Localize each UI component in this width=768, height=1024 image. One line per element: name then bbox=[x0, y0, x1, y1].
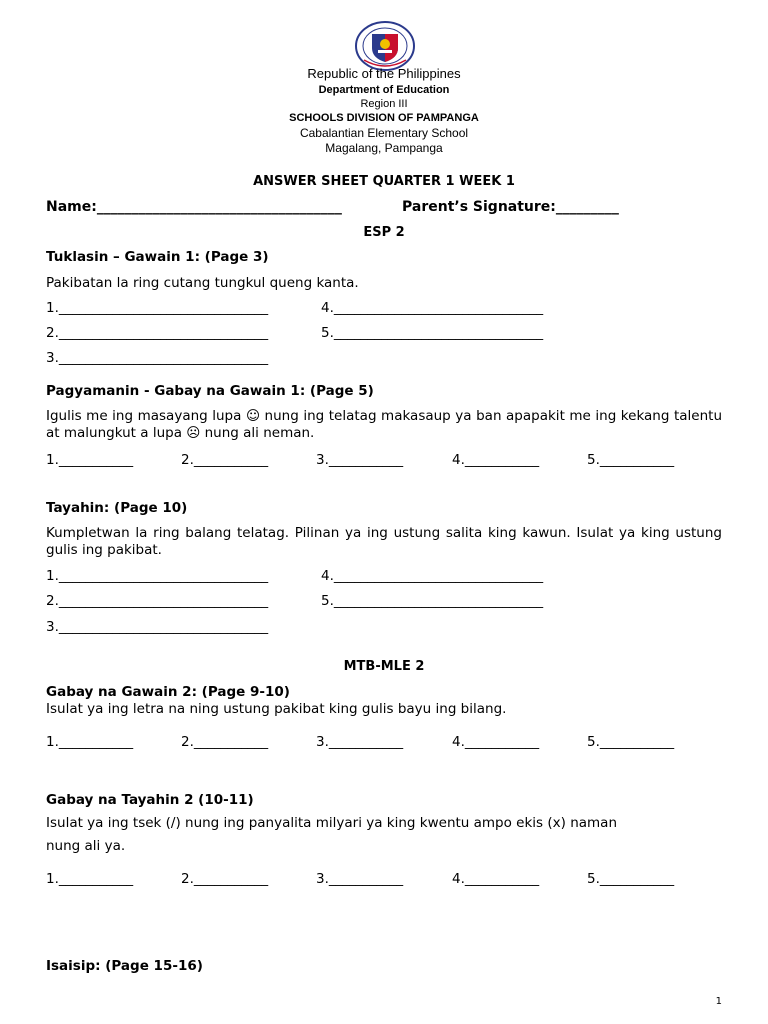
answer-line: 5.___________ bbox=[587, 871, 675, 887]
tayahin-heading: Tayahin: (Page 10) bbox=[46, 500, 188, 516]
answer-line: 1.___________ bbox=[46, 734, 134, 750]
pagyamanin-heading: Pagyamanin - Gabay na Gawain 1: (Page 5) bbox=[46, 383, 374, 399]
answer-line: 5.___________ bbox=[587, 452, 675, 468]
answer-line: 2.___________ bbox=[181, 452, 269, 468]
answer-line: 3.___________ bbox=[316, 452, 404, 468]
page-number: 1 bbox=[715, 996, 722, 1007]
answer-line: 2._______________________________ bbox=[46, 593, 269, 609]
tuklasin-instruction: Pakibatan la ring cutang tungkul queng kanta. bbox=[46, 275, 359, 291]
gabay-tayahin-instruction-line2: nung ali ya. bbox=[46, 838, 126, 854]
header-department: Department of Education bbox=[318, 84, 450, 96]
header-school: Cabalantian Elementary School bbox=[299, 126, 469, 140]
answer-line: 2.___________ bbox=[181, 871, 269, 887]
gabay-gawain-instruction: Isulat ya ing letra na ning ustung pakibat king gulis bayu ing bilang. bbox=[46, 701, 507, 717]
pagyamanin-instruction: Igulis me ing masayang lupa ☺ nung ing telatag makasaup ya ban apapakit me ing kekang talentu at malungkut a lupa ☹ nung ali neman. bbox=[46, 408, 722, 441]
answer-line: 5.___________ bbox=[587, 734, 675, 750]
name-field: Name:___________________________________ bbox=[46, 199, 342, 215]
answer-line: 5._______________________________ bbox=[321, 325, 544, 341]
header-republic: Republic of the Philippines bbox=[307, 66, 461, 81]
answer-line: 4.___________ bbox=[452, 734, 540, 750]
tayahin-instruction: Kumpletwan la ring balang telatag. Pilinan ya ing ustung salita king kawun. Isulat ya king ustung gulis ing pakibat. bbox=[46, 525, 722, 558]
answer-line: 1._______________________________ bbox=[46, 568, 269, 584]
answer-line: 2._______________________________ bbox=[46, 325, 269, 341]
answer-line: 4.___________ bbox=[452, 871, 540, 887]
esp-title: ESP 2 bbox=[363, 225, 405, 240]
header-region: Region III bbox=[360, 98, 408, 110]
answer-line: 2.___________ bbox=[181, 734, 269, 750]
answer-line: 1.___________ bbox=[46, 871, 134, 887]
tuklasin-heading: Tuklasin – Gawain 1: (Page 3) bbox=[46, 249, 269, 265]
gabay-tayahin-heading: Gabay na Tayahin 2 (10-11) bbox=[46, 792, 254, 808]
answer-line: 3.___________ bbox=[316, 734, 404, 750]
answer-line: 4._______________________________ bbox=[321, 568, 544, 584]
answer-line: 3._______________________________ bbox=[46, 350, 269, 366]
answer-line: 4.___________ bbox=[452, 452, 540, 468]
answer-line: 5._______________________________ bbox=[321, 593, 544, 609]
answer-line: 1.___________ bbox=[46, 452, 134, 468]
header-location: Magalang, Pampanga bbox=[325, 141, 443, 155]
signature-field: Parent’s Signature:_________ bbox=[402, 199, 619, 215]
answer-line: 4._______________________________ bbox=[321, 300, 544, 316]
answer-line: 1._______________________________ bbox=[46, 300, 269, 316]
header-division: SCHOOLS DIVISION OF PAMPANGA bbox=[289, 112, 479, 124]
sheet-title: ANSWER SHEET QUARTER 1 WEEK 1 bbox=[253, 174, 515, 189]
gabay-tayahin-instruction-line1: Isulat ya ing tsek (/) nung ing panyalita milyari ya king kwentu ampo ekis (x) naman bbox=[46, 815, 618, 831]
deped-seal bbox=[354, 20, 416, 72]
isaisip-heading: Isaisip: (Page 15-16) bbox=[46, 958, 203, 974]
mtb-title: MTB-MLE 2 bbox=[343, 659, 425, 674]
answer-line: 3._______________________________ bbox=[46, 619, 269, 635]
answer-line: 3.___________ bbox=[316, 871, 404, 887]
gabay-gawain-heading: Gabay na Gawain 2: (Page 9-10) bbox=[46, 684, 290, 700]
